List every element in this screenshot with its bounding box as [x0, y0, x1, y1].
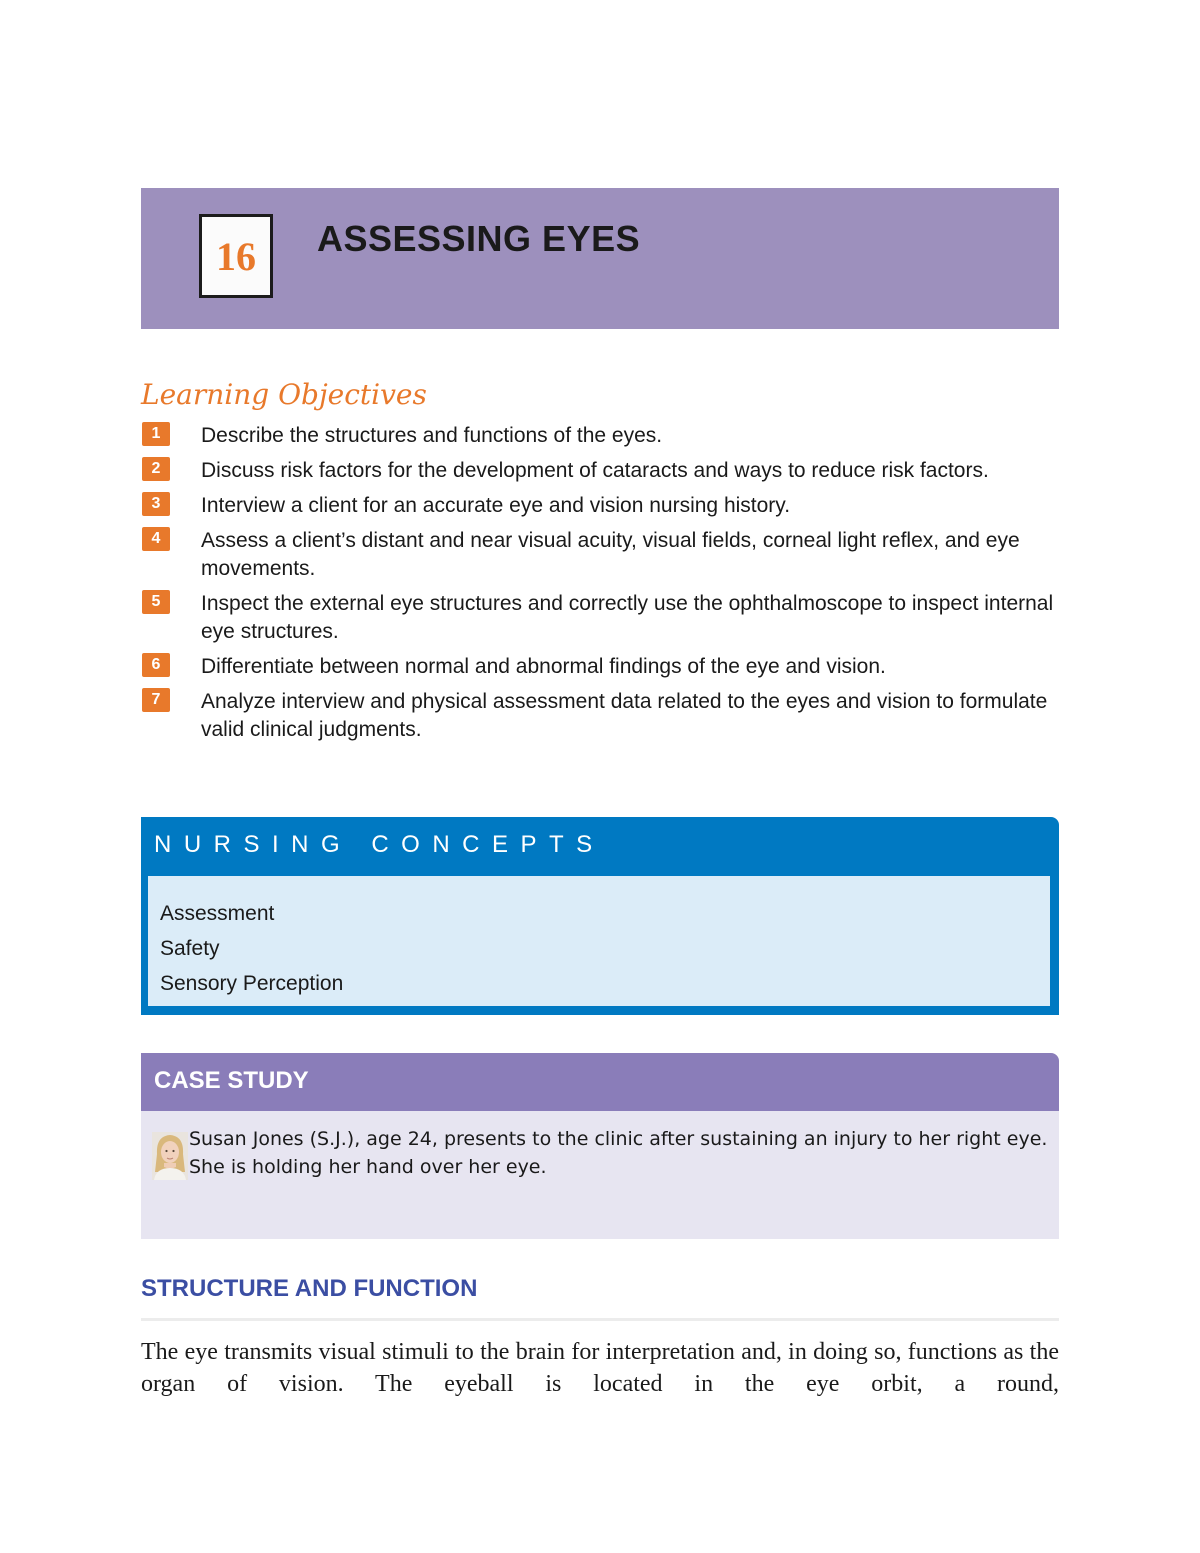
body-paragraph: The eye transmits visual stimuli to the brain for interpretation and, in doing so, functions as the organ of vision. The eyeball is located in the eye orbit, a round,: [141, 1339, 1059, 1397]
patient-photo-image: [152, 1132, 188, 1180]
case-study-text: Susan Jones (S.J.), age 24, presents to the clinic after sustaining an injury to her right eye. She is holding her hand over her eye.: [189, 1128, 1048, 1178]
nursing-concepts-box: [141, 817, 1059, 1015]
nursing-concepts-list: [160, 896, 1050, 1001]
patient-photo: [152, 1132, 188, 1180]
objective-item: [141, 457, 1059, 485]
objective-number-badge: 3: [142, 492, 170, 516]
objective-text: Interview a client for an accurate eye and vision nursing history.: [201, 494, 791, 517]
objective-item: [141, 590, 1059, 646]
objective-text: Inspect the external eye structures and correctly use the ophthalmoscope to inspect internal eye structures.: [201, 592, 1054, 643]
concept-item: Sensory Perception: [160, 972, 344, 995]
section-divider: [141, 1318, 1059, 1321]
objective-text: Assess a client’s distant and near visual acuity, visual fields, corneal light reflex, and eye movements.: [201, 529, 1020, 580]
objective-item: [141, 422, 1059, 450]
objectives-list: [141, 422, 1059, 751]
objective-number-badge: 1: [142, 422, 170, 446]
objective-number-badge: 4: [142, 527, 170, 551]
case-study-heading: CASE STUDY: [154, 1067, 309, 1094]
concept-item: Safety: [160, 937, 220, 960]
objective-number-badge: 2: [142, 457, 170, 481]
case-study-body: [141, 1111, 1059, 1239]
objective-item: [141, 527, 1059, 583]
objective-number-badge: 7: [142, 688, 170, 712]
case-study-header: [141, 1053, 1059, 1111]
objective-item: [141, 653, 1059, 681]
objective-number-badge: 6: [142, 653, 170, 677]
objective-text: Differentiate between normal and abnormal findings of the eye and vision.: [201, 655, 886, 678]
objective-number-badge: 5: [142, 590, 170, 614]
objective-text: Analyze interview and physical assessment data related to the eyes and vision to formulate valid clinical judgments.: [201, 690, 1048, 741]
chapter-number: 16: [199, 214, 273, 298]
chapter-banner: [141, 188, 1059, 329]
objective-text: Describe the structures and functions of the eyes.: [201, 424, 663, 447]
objective-text: Discuss risk factors for the development of cataracts and ways to reduce risk factors.: [201, 459, 989, 482]
objective-item: [141, 688, 1059, 744]
chapter-title: ASSESSING EYES: [317, 218, 641, 259]
nursing-concepts-body: [147, 875, 1051, 1007]
concept-item: Assessment: [160, 902, 275, 925]
objectives-heading: Learning Objectives: [141, 378, 427, 411]
objective-item: [141, 492, 1059, 520]
section-heading: STRUCTURE AND FUNCTION: [141, 1275, 478, 1302]
nursing-concepts-heading: NURSING CONCEPTS: [154, 831, 605, 858]
